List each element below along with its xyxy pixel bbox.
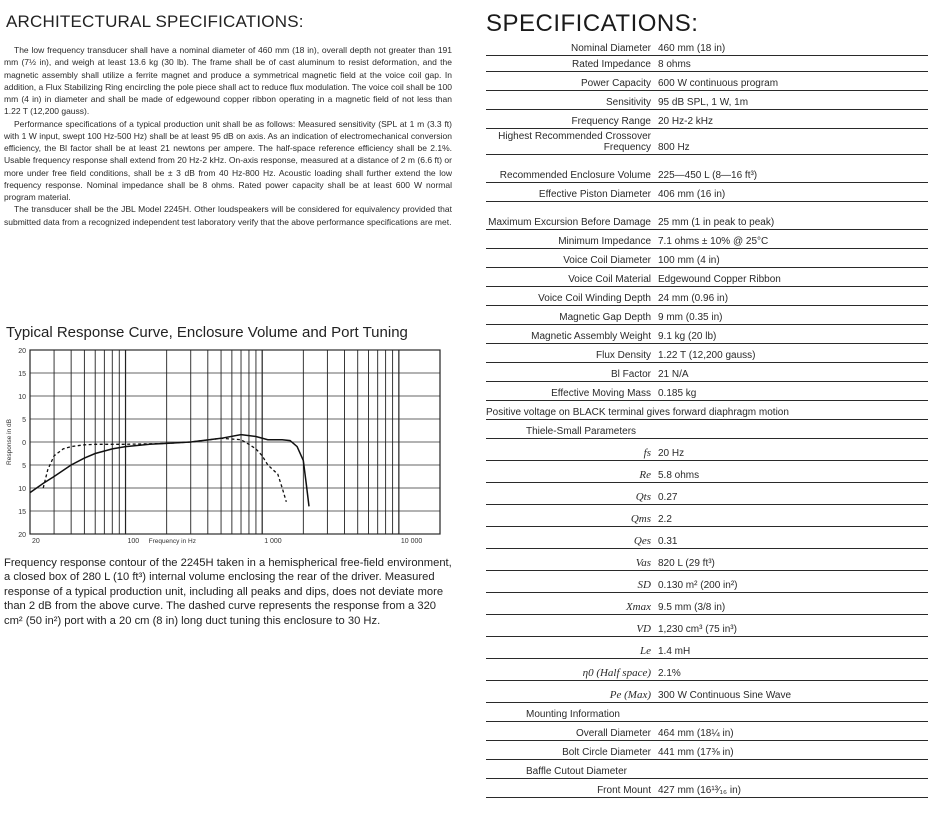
spec-value xyxy=(658,720,928,721)
spec-value: 0.27 xyxy=(658,492,678,503)
y-tick-label: 15 xyxy=(18,509,26,516)
spec-row xyxy=(486,110,928,129)
spec-label: Effective Piston Diameter xyxy=(538,189,651,200)
spec-row xyxy=(486,615,928,637)
spec-row xyxy=(486,40,928,56)
spec-label: Effective Moving Mass xyxy=(551,388,651,399)
spec-value: 1,230 cm³ (75 in³) xyxy=(658,624,737,635)
y-axis-label: Response in dB xyxy=(6,419,13,465)
spec-label: Highest Recommended Crossover Frequency xyxy=(498,131,651,153)
y-tick-label: 20 xyxy=(18,532,26,539)
spec-row xyxy=(486,306,928,325)
spec-value: 25 mm (1 in peak to peak) xyxy=(658,217,775,228)
y-tick-label: 10 xyxy=(18,486,26,493)
spec-value: 20 Hz-2 kHz xyxy=(658,116,714,127)
spec-label: Voice Coil Winding Depth xyxy=(538,293,651,304)
x-tick-label: 20 xyxy=(32,538,40,545)
spec-row xyxy=(486,183,928,202)
spec-value: 1.22 T (12,200 gauss) xyxy=(658,350,756,361)
architectural-specifications-title: ARCHITECTURAL SPECIFICATIONS: xyxy=(6,12,304,31)
spec-label: Bolt Circle Diameter xyxy=(562,747,651,758)
spec-value: 2.1% xyxy=(658,668,681,679)
spec-value: 24 mm (0.96 in) xyxy=(658,293,729,304)
spec-value: 21 N/A xyxy=(658,369,689,380)
spec-value: 460 mm (18 in) xyxy=(658,43,726,54)
spec-label: Re xyxy=(639,469,651,481)
response-curve-dashed xyxy=(43,438,286,502)
spec-row xyxy=(486,155,928,183)
response-curve-caption: Frequency response contour of the 2245H taken in a hemispherical free-field environment, a closed box of 280 L (10 ft³) internal volume enclosing the rear of the driver. Measured response of a typical production unit, including all peaks and dips, does not deviate more than 2 dB from the above curve. The dashed curve represents the response from a 320 cm² (50 in²) port with a 20 cm (8 in) long duct tuning this enclosure to 30 Hz. xyxy=(4,557,452,627)
spec-row xyxy=(486,420,928,439)
spec-value: 0.185 kg xyxy=(658,388,697,399)
spec-row xyxy=(486,382,928,401)
spec-value: 0.130 m² (200 in²) xyxy=(658,580,738,591)
spec-label: Sensitivity xyxy=(605,97,651,108)
spec-label: Voice Coil Diameter xyxy=(563,255,651,266)
spec-value: 1.4 mH xyxy=(658,646,691,657)
spec-row xyxy=(486,72,928,91)
spec-value: 20 Hz xyxy=(658,448,685,459)
response-curve-title: Typical Response Curve, Enclosure Volume and Port Tuning xyxy=(6,324,408,341)
spec-row xyxy=(486,483,928,505)
spec-label: Vas xyxy=(635,557,651,569)
spec-row xyxy=(486,439,928,461)
spec-value: 2.2 xyxy=(658,514,672,525)
spec-label: Frequency Range xyxy=(571,116,651,127)
spec-value: 8 ohms xyxy=(658,59,691,70)
spec-value: 800 Hz xyxy=(658,142,690,153)
spec-label: Thiele-Small Parameters xyxy=(526,426,637,437)
spec-row xyxy=(486,268,928,287)
x-tick-label: 100 xyxy=(127,538,140,545)
spec-label: Qts xyxy=(635,491,651,503)
spec-value xyxy=(658,777,928,778)
spec-label: Pe (Max) xyxy=(609,689,651,701)
spec-row xyxy=(486,760,928,779)
spec-row xyxy=(486,249,928,268)
spec-row xyxy=(486,571,928,593)
spec-value: 0.31 xyxy=(658,536,678,547)
spec-label: Nominal Diameter xyxy=(570,43,651,54)
spec-label: Qes xyxy=(633,535,651,547)
spec-row xyxy=(486,287,928,306)
spec-paragraph: The low frequency transducer shall have a nominal diameter of 460 mm (18 in), overall depth not greater than 191 mm (7½ in), and weigh at least 13.6 kg (30 lb). The frame shall be of cast aluminum to resist deformation, and the magnetic assembly shall utilize a ferrite magnet and produce a symmetrical magnetic field at the voice coil gap. In addition, a Flux Stabilizing Ring encircling the pole piece shall act to reduce flux modulation. The voice coil shall be 100 mm (4 in) in diameter and shall be made of edgewound copper ribbon operating in a magnetic field of not less than 1.22 T (12,200 gauss). xyxy=(4,45,452,117)
spec-value xyxy=(658,437,928,438)
y-tick-label: 0 xyxy=(22,440,26,447)
spec-value: 5.8 ohms xyxy=(658,470,700,481)
spec-paragraph: Performance specifications of a typical production unit shall be as follows: Measured sensitivity (SPL at 1 m (3.3 ft) with 1 W input, swept 100 Hz-500 Hz) shall be at least 95 dB on axis. As an indication of electromechanical conversion efficiency, the Bl factor shall be at least 21 newtons per ampere. The half-space reference efficiency shall be 2.1%. Usable frequency response shall extend from 20 Hz-2 kHz. On-axis response, measured at a distance of 2 m (6.6 ft) or more under free field conditions, shall be ± 3 dB from 40 Hz-800 Hz. Acoustic loading shall further extend the low frequency response. Nominal impedance shall be 8 ohms. Rated power capacity shall be at least 600 W normal program material. xyxy=(4,118,452,202)
spec-label: Bl Factor xyxy=(610,369,651,380)
spec-row xyxy=(486,637,928,659)
spec-label: Front Mount xyxy=(597,785,651,796)
spec-label: Magnetic Gap Depth xyxy=(559,312,651,323)
spec-label: Minimum Impedance xyxy=(558,236,651,247)
spec-row xyxy=(486,202,928,230)
spec-value: 9.1 kg (20 lb) xyxy=(658,331,717,342)
spec-value: 7.1 ohms ± 10% @ 25°C xyxy=(658,236,769,247)
architectural-specifications-body xyxy=(4,44,452,228)
spec-row xyxy=(486,344,928,363)
spec-label: VD xyxy=(636,623,651,635)
spec-row xyxy=(486,461,928,483)
y-tick-label: 5 xyxy=(22,417,26,424)
spec-label: Power Capacity xyxy=(580,78,651,89)
spec-label: Overall Diameter xyxy=(575,728,651,739)
spec-value: Edgewound Copper Ribbon xyxy=(658,274,781,285)
spec-row xyxy=(486,593,928,615)
spec-row xyxy=(486,505,928,527)
spec-row xyxy=(486,681,928,703)
spec-label: Baffle Cutout Diameter xyxy=(526,766,627,777)
specifications-table xyxy=(486,40,928,798)
response-curve-chart xyxy=(4,344,450,550)
spec-value: 95 dB SPL, 1 W, 1m xyxy=(658,97,749,108)
spec-label: SD xyxy=(637,579,651,591)
spec-row xyxy=(486,56,928,72)
spec-row xyxy=(486,722,928,741)
spec-row xyxy=(486,527,928,549)
spec-value: 300 W Continuous Sine Wave xyxy=(658,690,792,701)
spec-paragraph: The transducer shall be the JBL Model 2245H. Other loudspeakers will be considered for equivalency provided that submitted data from a recognized independent test laboratory verify that the above performance specifications are met. xyxy=(4,204,452,227)
spec-value: 441 mm (17⅜ in) xyxy=(658,747,734,758)
spec-label: Le xyxy=(640,645,651,657)
y-tick-label: 20 xyxy=(18,348,26,355)
spec-label: Recommended Enclosure Volume xyxy=(499,170,651,181)
response-curve-solid xyxy=(30,435,309,507)
spec-label: Qms xyxy=(630,513,651,525)
x-tick-label: 10 000 xyxy=(400,538,423,545)
spec-row xyxy=(486,325,928,344)
spec-value: 9.5 mm (3/8 in) xyxy=(658,602,726,613)
y-tick-label: 15 xyxy=(18,371,26,378)
spec-label: Rated Impedance xyxy=(572,59,651,70)
spec-label: fs xyxy=(643,447,651,459)
spec-label: Flux Density xyxy=(595,350,651,361)
spec-row xyxy=(486,129,928,155)
spec-value: 820 L (29 ft³) xyxy=(658,558,715,569)
spec-label: Magnetic Assembly Weight xyxy=(531,331,651,342)
spec-label: Maximum Excursion Before Damage xyxy=(488,217,651,228)
spec-row xyxy=(486,659,928,681)
specifications-title: SPECIFICATIONS: xyxy=(486,10,699,37)
spec-value: 100 mm (4 in) xyxy=(658,255,720,266)
y-tick-label: 5 xyxy=(22,463,26,470)
x-axis-label: Frequency in Hz xyxy=(148,538,196,545)
spec-row xyxy=(486,549,928,571)
spec-row xyxy=(486,703,928,722)
spec-row xyxy=(486,779,928,798)
spec-row xyxy=(486,230,928,249)
spec-row xyxy=(486,401,928,420)
spec-row xyxy=(486,91,928,110)
spec-value: 406 mm (16 in) xyxy=(658,189,726,200)
spec-label: Voice Coil Material xyxy=(568,274,651,285)
spec-value: 600 W continuous program xyxy=(658,78,779,89)
spec-label: η0 (Half space) xyxy=(582,667,651,679)
spec-label: Xmax xyxy=(625,601,651,613)
spec-row xyxy=(486,363,928,382)
x-tick-label: 1 000 xyxy=(264,538,282,545)
spec-value: 225—450 L (8—16 ft³) xyxy=(658,170,758,181)
spec-row xyxy=(486,741,928,760)
spec-value: 9 mm (0.35 in) xyxy=(658,312,723,323)
spec-value: 427 mm (16¹³⁄₁₆ in) xyxy=(658,785,741,796)
spec-label: Positive voltage on BLACK terminal gives forward diaphragm motion xyxy=(486,407,789,418)
y-tick-label: 10 xyxy=(18,394,26,401)
spec-label: Mounting Information xyxy=(526,709,620,720)
spec-value: 464 mm (18¼ in) xyxy=(658,728,734,739)
